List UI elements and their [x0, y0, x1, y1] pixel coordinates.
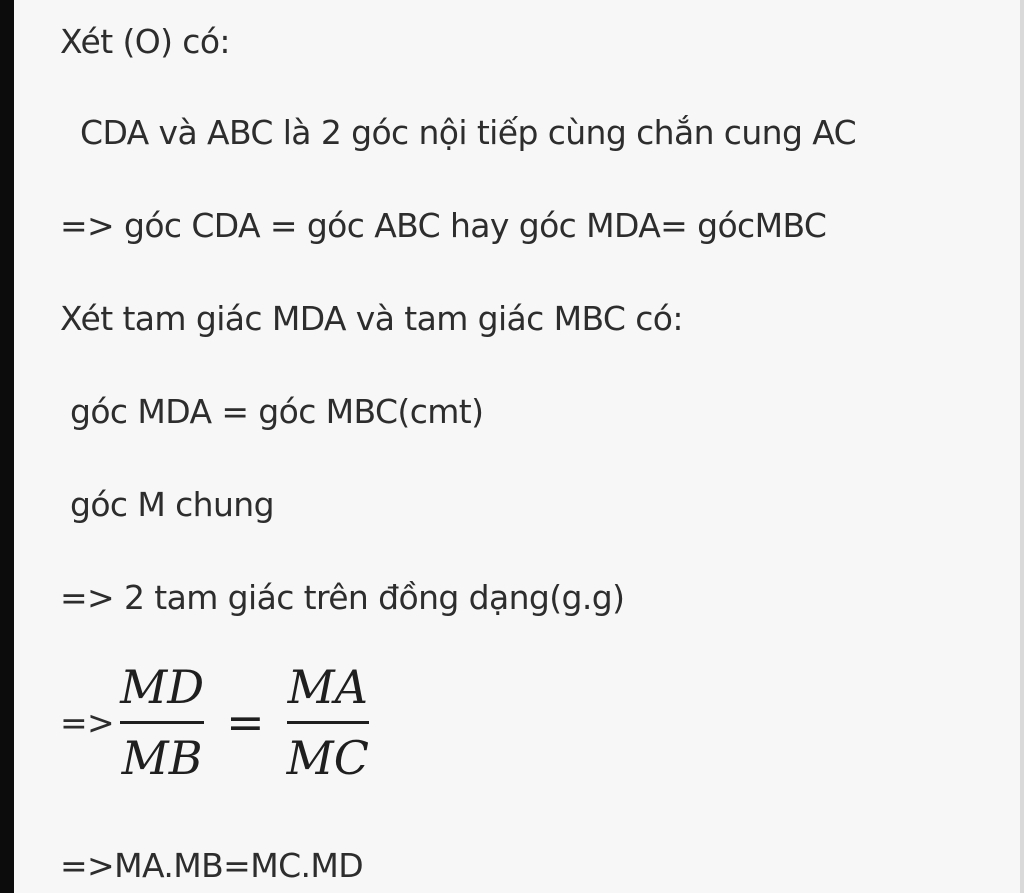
fraction-ma-mc	[287, 659, 369, 786]
formula-ratio	[60, 652, 369, 792]
right-border	[1020, 0, 1024, 893]
line-dong-dang: => 2 tam giác trên đồng dạng(g.g)	[60, 578, 625, 617]
line-goc-noi-tiep: CDA và ABC là 2 góc nội tiếp cùng chắn cung AC	[80, 113, 857, 152]
line-xet-o: Xét (O) có:	[60, 22, 230, 61]
fraction-denominator: MC	[286, 730, 369, 785]
line-goc-bang-nhau: => góc CDA = góc ABC hay góc MDA= gócMBC	[60, 206, 827, 245]
left-border	[0, 0, 14, 893]
equals-sign: =	[226, 695, 265, 749]
line-ket-luan: =>MA.MB=MC.MD	[60, 846, 364, 885]
line-xet-tam-giac: Xét tam giác MDA và tam giác MBC có:	[60, 299, 683, 338]
fraction-bar	[120, 721, 204, 724]
fraction-md-mb	[120, 659, 204, 786]
formula-prefix: =>	[60, 702, 115, 742]
fraction-numerator: MA	[287, 659, 368, 714]
line-goc-mda: góc MDA = góc MBC(cmt)	[70, 392, 484, 431]
line-goc-m-chung: góc M chung	[70, 485, 274, 524]
fraction-denominator: MB	[121, 730, 203, 785]
fraction-bar	[287, 721, 369, 724]
fraction-numerator: MD	[120, 659, 205, 714]
